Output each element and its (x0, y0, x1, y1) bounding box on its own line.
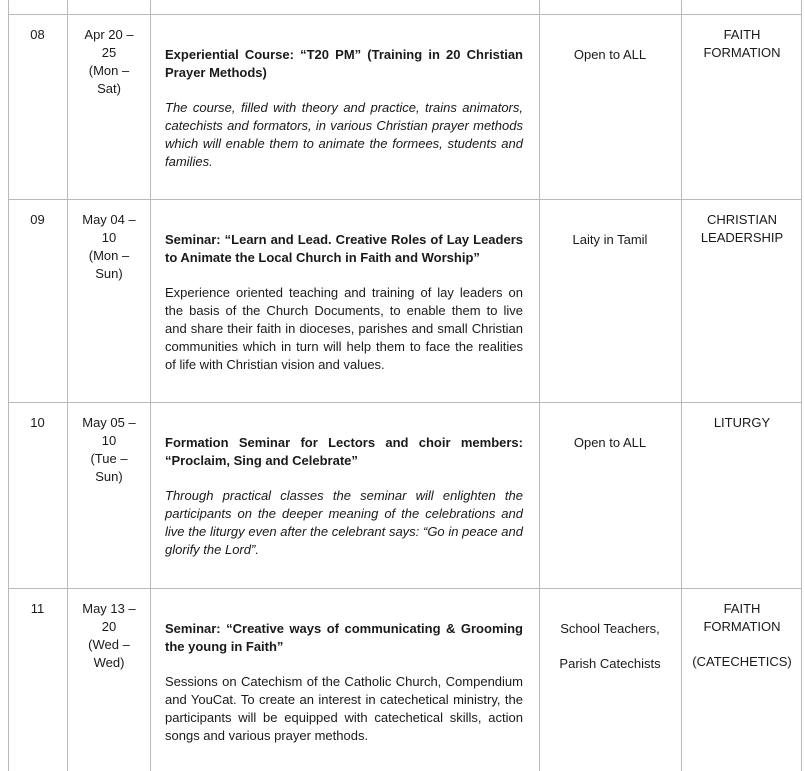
programme-title: Seminar: “Creative ways of communicating & Grooming the young in Faith” (165, 621, 523, 654)
programme-description: Experience oriented teaching and training of lay leaders on the basis of the Church Documents, to enable them to live and share their faith in dioceses, parishes and small Christian communities which in turn will help them to face the realities of life with Christian vision and values. (165, 285, 523, 372)
participants (540, 434, 680, 452)
category-line: LITURGY (713, 415, 771, 430)
table-border-left (8, 0, 9, 771)
category-line: FAITH (723, 27, 761, 42)
date-line: May 13 – (82, 601, 136, 616)
programme-details (165, 46, 523, 171)
participants (540, 620, 680, 673)
category-line: LEADERSHIP (700, 230, 784, 245)
programme-number: 08 (30, 27, 45, 42)
programme-details (165, 620, 523, 745)
programme-title: Experiential Course: “T20 PM” (Training in 20 Christian Prayer Methods) (165, 47, 523, 80)
category-line: FORMATION (703, 619, 781, 634)
row-divider (8, 588, 802, 589)
date-line: Sun) (95, 469, 123, 484)
date-line: May 04 – (82, 212, 136, 227)
date-line: 10 (101, 433, 117, 448)
date-line: (Mon – (88, 248, 130, 263)
date-line: Apr 20 – (84, 27, 134, 42)
programme-dates (68, 26, 150, 98)
programme-details (165, 434, 523, 559)
date-line: Sat) (97, 81, 121, 96)
participants (540, 46, 680, 64)
programme-details (165, 231, 523, 374)
column-divider (150, 0, 151, 771)
category (682, 414, 802, 432)
participants-line: Laity in Tamil (572, 232, 648, 247)
category (682, 26, 802, 62)
programme-description: Sessions on Catechism of the Catholic Church, Compendium and YouCat. To create an interest in catechetical ministry, the participants will be equipped with catechetical skills, action songs and various prayer methods. (165, 674, 523, 743)
category-line: (CATECHETICS) (692, 654, 792, 669)
programme-dates (68, 414, 150, 486)
programme-number: 10 (30, 415, 45, 430)
category-line: CHRISTIAN (706, 212, 778, 227)
date-line: Wed) (93, 655, 125, 670)
date-line: (Mon – (88, 63, 130, 78)
date-line: 25 (101, 45, 117, 60)
row-divider (8, 14, 802, 15)
category (682, 211, 802, 247)
date-line: 10 (101, 230, 117, 245)
programme-dates (68, 211, 150, 283)
date-line: (Tue – (90, 451, 128, 466)
participants-line: Parish Catechists (559, 656, 661, 671)
participants-line: Open to ALL (573, 435, 647, 450)
programme-description: Through practical classes the seminar will enlighten the participants on the deeper meaning of the celebrations and live the liturgy even after the celebrant says: “Go in peace and glorify the Lord”. (165, 488, 523, 557)
category-line: FAITH (723, 601, 761, 616)
row-divider (8, 199, 802, 200)
programme-description: The course, filled with theory and practice, trains animators, catechists and formators, in various Christian prayer methods which will enable them to animate the formees, students and families. (165, 100, 523, 169)
programme-number: 11 (30, 601, 45, 616)
programme-dates (68, 600, 150, 672)
category-line: FORMATION (703, 45, 781, 60)
date-line: Sun) (95, 266, 123, 281)
programme-title: Formation Seminar for Lectors and choir members: “Proclaim, Sing and Celebrate” (165, 435, 523, 468)
participants-line: School Teachers, (560, 621, 660, 636)
category (682, 600, 802, 671)
programme-title: Seminar: “Learn and Lead. Creative Roles of Lay Leaders to Animate the Local Church in Faith and Worship” (165, 232, 523, 265)
participants-line: Open to ALL (573, 47, 647, 62)
date-line: 20 (101, 619, 117, 634)
date-line: May 05 – (82, 415, 136, 430)
participants (540, 231, 680, 249)
programme-number: 09 (30, 212, 45, 227)
date-line: (Wed – (88, 637, 130, 652)
row-divider (8, 402, 802, 403)
